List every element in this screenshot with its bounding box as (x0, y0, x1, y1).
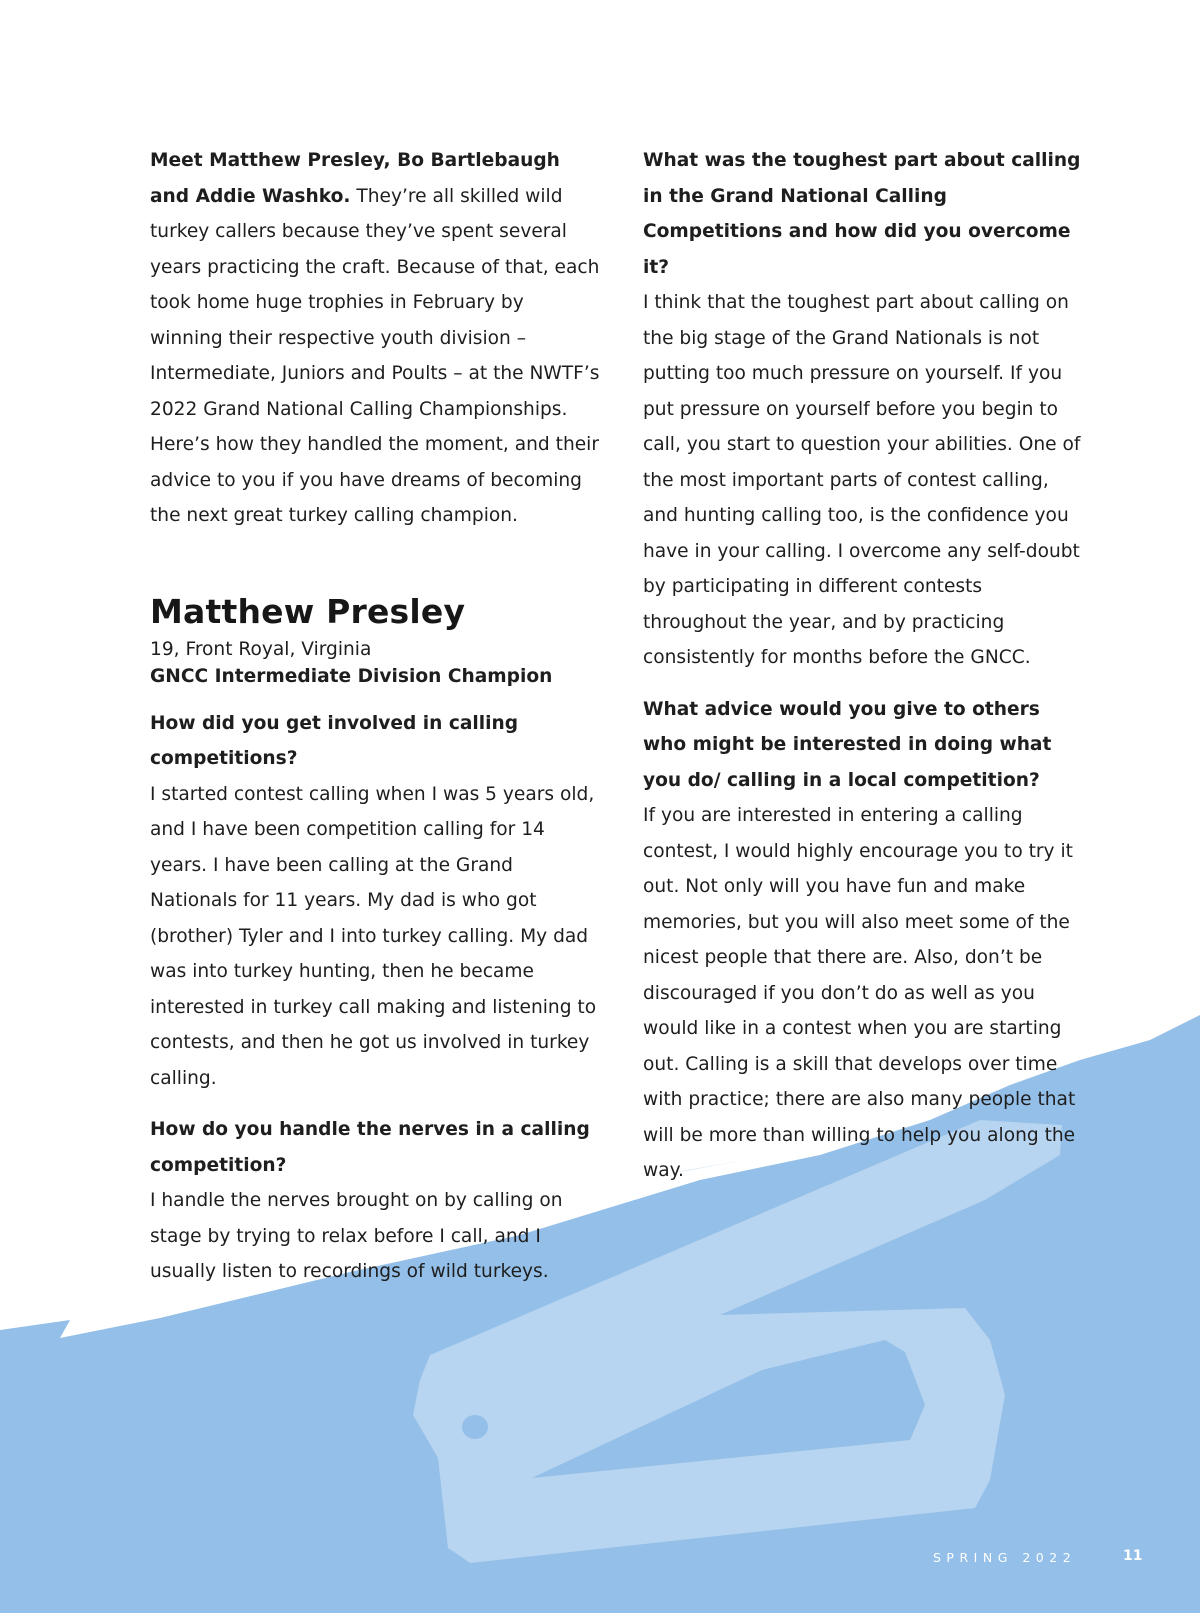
left-column (150, 143, 600, 1290)
intro-paragraph (150, 143, 600, 534)
intro-lead: Meet Matthew Presley, Bo Bartlebaugh and Addie Washko. (150, 150, 560, 207)
footer-issue: SPRING 2022 (933, 1550, 1077, 1565)
profile-age-location: 19, Front Royal, Virginia (150, 638, 372, 660)
profile-name: Matthew Presley (150, 591, 466, 631)
question-1: How did you get involved in calling competitions? (150, 712, 519, 769)
page-number: 11 (1123, 1548, 1143, 1564)
question-4: What advice would you give to others who might be interested in doing what you do/ calling in a local competition? (643, 698, 1052, 791)
answer-3: I think that the toughest part about calling on the big stage of the Grand Nationals is not putting too much pressure on yourself. If you put pressure on yourself before you begin to call, you start to question your abilities. One of the most important parts of contest calling, and hunting calling too, is the confidence you have in your calling. I overcome any self-doubt by participating in different contests throughout the year, and by practicing consistently for months before the GNCC. (643, 292, 1081, 668)
answer-4: If you are interested in entering a calling contest, I would highly encourage you to try it out. Not only will you have fun and make memories, but you will also meet some of the nicest people that there are. Also, don’t be discouraged if you don’t do as well as you would like in a contest when you are starting out. Calling is a skill that develops over time with practice; there are also many people that will be more than willing to help you along the way. (643, 805, 1076, 1181)
question-3: What was the toughest part about calling in the Grand National Calling Competitions and how did you overcome it? (643, 150, 1081, 278)
call-hole (462, 1415, 488, 1439)
question-2: How do you handle the nerves in a calling competition? (150, 1119, 590, 1176)
profile-title: GNCC Intermediate Division Champion (150, 665, 553, 687)
intro-body: They’re all skilled wild turkey callers because they’ve spent several years practicing the craft. Because of that, each took home huge trophies in February by winning their respective youth division – Intermediate, Juniors and Poults – at the NWTF’s 2022 Grand National Calling Championships. Here’s how they handled the moment, and their advice to you if you have dreams of becoming the next great turkey calling champion. (150, 185, 600, 526)
answer-1: I started contest calling when I was 5 years old, and I have been competition calling for 14 years. I have been calling at the Grand Nationals for 11 years. My dad is who got (brother) Tyler and I into turkey calling. My dad was into turkey hunting, then he became interested in turkey call making and listening to contests, and then he got us involved in turkey calling. (150, 783, 597, 1089)
answer-2: I handle the nerves brought on by calling on stage by trying to relax before I call, and I usually listen to recordings of wild turkeys. (150, 1190, 563, 1282)
right-column (643, 143, 1088, 1189)
